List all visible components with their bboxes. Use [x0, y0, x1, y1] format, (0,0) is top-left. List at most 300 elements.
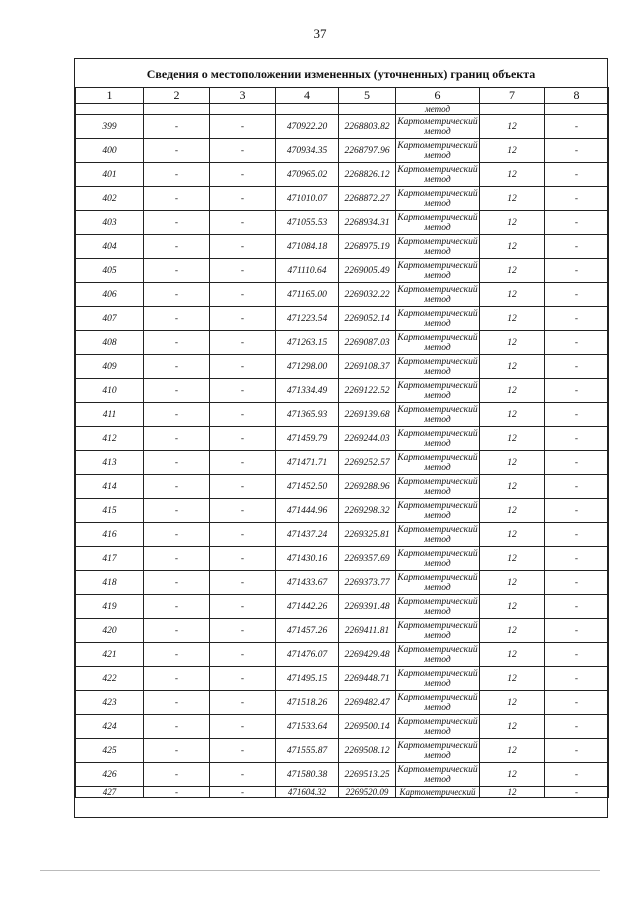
coord-x: 471110.64 [276, 259, 339, 283]
cell-col8: - [545, 331, 609, 355]
method-line2: метод [424, 486, 451, 497]
coord-x: 471223.54 [276, 307, 339, 331]
cell-col8: - [545, 691, 609, 715]
point-number: 404 [76, 235, 144, 259]
method-cell [396, 451, 480, 475]
coord-y: 2269448.71 [339, 667, 396, 691]
method-line1: Картометрический [397, 452, 478, 463]
table-row [76, 331, 609, 355]
method-line2: метод [424, 150, 451, 161]
coord-y: 2269513.25 [339, 763, 396, 787]
cell-col3: - [210, 475, 276, 499]
method-cell: Картометрический [396, 787, 480, 798]
cell-col8: - [545, 571, 609, 595]
method-cell [396, 379, 480, 403]
method-line1: Картометрический [397, 596, 478, 607]
table-row-last [76, 787, 609, 798]
accuracy-cell: 12 [480, 427, 545, 451]
accuracy-cell: 12 [480, 571, 545, 595]
point-number: 402 [76, 187, 144, 211]
method-line2: метод [424, 198, 451, 209]
accuracy-cell: 12 [480, 187, 545, 211]
method-line1: Картометрический [397, 236, 478, 247]
method-cell [396, 523, 480, 547]
coord-y: 2268826.12 [339, 163, 396, 187]
coord-y: 2269005.49 [339, 259, 396, 283]
cell-col8: - [545, 787, 609, 798]
method-line1: Картометрический [397, 476, 478, 487]
method-line1: Картометрический [397, 428, 478, 439]
cell-col2: - [144, 667, 210, 691]
method-cell [396, 547, 480, 571]
continuation-row [76, 104, 609, 115]
method-cell [396, 139, 480, 163]
cell-col3: - [210, 139, 276, 163]
method-line2: метод [424, 222, 451, 233]
coord-x: 471518.26 [276, 691, 339, 715]
accuracy-cell: 12 [480, 523, 545, 547]
point-number: 417 [76, 547, 144, 571]
table-body [76, 115, 609, 787]
method-line1: Картометрический [397, 500, 478, 511]
method-line1: Картометрический [397, 668, 478, 679]
cell-col2: - [144, 331, 210, 355]
point-number: 421 [76, 643, 144, 667]
method-line2: метод [424, 126, 451, 137]
method-line1: Картометрический [397, 620, 478, 631]
method-cell [396, 259, 480, 283]
table-row [76, 211, 609, 235]
table-row [76, 595, 609, 619]
accuracy-cell: 12 [480, 115, 545, 139]
method-line2: метод [424, 294, 451, 305]
method-line2: метод [424, 534, 451, 545]
header-row [76, 88, 609, 104]
coord-x: 471084.18 [276, 235, 339, 259]
method-line2: метод [424, 318, 451, 329]
method-cell [396, 403, 480, 427]
method-line2: метод [424, 774, 451, 785]
method-line2: метод [424, 462, 451, 473]
cell-col8: - [545, 283, 609, 307]
method-line1: Картометрический [397, 332, 478, 343]
point-number: 403 [76, 211, 144, 235]
coord-y: 2269244.03 [339, 427, 396, 451]
method-cell [396, 691, 480, 715]
method-line1: Картометрический [397, 380, 478, 391]
header-cell: 4 [276, 88, 339, 104]
cell-col3: - [210, 163, 276, 187]
coord-y: 2268975.19 [339, 235, 396, 259]
point-number: 425 [76, 739, 144, 763]
cell-col8: - [545, 715, 609, 739]
accuracy-cell: 12 [480, 139, 545, 163]
method-line2: метод [424, 654, 451, 665]
coord-x: 471457.26 [276, 619, 339, 643]
method-line2: метод [424, 702, 451, 713]
method-line2: метод [424, 174, 451, 185]
cell-col2: - [144, 763, 210, 787]
coord-y: 2269052.14 [339, 307, 396, 331]
coord-y: 2269288.96 [339, 475, 396, 499]
coord-x: 471459.79 [276, 427, 339, 451]
method-line1: Картометрический [397, 212, 478, 223]
method-cell [396, 643, 480, 667]
accuracy-cell: 12 [480, 379, 545, 403]
cell-col8: - [545, 667, 609, 691]
accuracy-cell: 12 [480, 451, 545, 475]
coord-y: 2268803.82 [339, 115, 396, 139]
coord-x: 471263.15 [276, 331, 339, 355]
cell-col8: - [545, 259, 609, 283]
method-line1: Картометрический [397, 404, 478, 415]
coord-y: 2269411.81 [339, 619, 396, 643]
method-cell [396, 211, 480, 235]
cell-col3: - [210, 115, 276, 139]
cell-col2: - [144, 571, 210, 595]
accuracy-cell: 12 [480, 163, 545, 187]
method-cell [396, 115, 480, 139]
cell-col8: - [545, 307, 609, 331]
cell-col2: - [144, 499, 210, 523]
method-line1: Картометрический [397, 740, 478, 751]
accuracy-cell: 12 [480, 259, 545, 283]
table-row [76, 667, 609, 691]
cell-col3: - [210, 787, 276, 798]
method-line1: Картометрический [397, 356, 478, 367]
table-row [76, 451, 609, 475]
coord-x: 471495.15 [276, 667, 339, 691]
cell-col3: - [210, 763, 276, 787]
cell-col8: - [545, 499, 609, 523]
cell-col8: - [545, 619, 609, 643]
cell-col2: - [144, 475, 210, 499]
accuracy-cell: 12 [480, 667, 545, 691]
table-row [76, 379, 609, 403]
method-line2: метод [424, 270, 451, 281]
cell-col8: - [545, 355, 609, 379]
cell-col2: - [144, 355, 210, 379]
accuracy-cell: 12 [480, 643, 545, 667]
method-cell [396, 667, 480, 691]
method-line1: Картометрический [397, 524, 478, 535]
accuracy-cell: 12 [480, 307, 545, 331]
coord-y: 2269252.57 [339, 451, 396, 475]
point-number: 418 [76, 571, 144, 595]
coord-x: 470922.20 [276, 115, 339, 139]
header-cell: 3 [210, 88, 276, 104]
cell-col8: - [545, 235, 609, 259]
cell-col8: - [545, 427, 609, 451]
coord-x: 471471.71 [276, 451, 339, 475]
cell-col3: - [210, 715, 276, 739]
coord-y: 2268934.31 [339, 211, 396, 235]
method-line1: Картометрический [397, 764, 478, 775]
cell-col3: - [210, 643, 276, 667]
continuation-method: метод [396, 104, 480, 115]
coord-y: 2269122.52 [339, 379, 396, 403]
table-row [76, 715, 609, 739]
cell-col8: - [545, 163, 609, 187]
point-number: 414 [76, 475, 144, 499]
cell-col3: - [210, 187, 276, 211]
coord-x: 471580.38 [276, 763, 339, 787]
point-number: 423 [76, 691, 144, 715]
method-line2: метод [424, 678, 451, 689]
cell-col2: - [144, 163, 210, 187]
method-line1: Картометрический [397, 116, 478, 127]
cell-col3: - [210, 379, 276, 403]
cell-col8: - [545, 115, 609, 139]
cell-col2: - [144, 643, 210, 667]
method-cell [396, 427, 480, 451]
coord-x: 471476.07 [276, 643, 339, 667]
section-title: Сведения о местоположении измененных (уточненных) границ объекта [146, 67, 536, 81]
accuracy-cell: 12 [480, 619, 545, 643]
cell-col3: - [210, 523, 276, 547]
cell-col8: - [545, 403, 609, 427]
cell-col3: - [210, 595, 276, 619]
coord-x: 471555.87 [276, 739, 339, 763]
coord-y: 2269520.09 [339, 787, 396, 798]
cell-col2: - [144, 547, 210, 571]
header-cell: 2 [144, 88, 210, 104]
point-number: 416 [76, 523, 144, 547]
accuracy-cell: 12 [480, 499, 545, 523]
cell-col3: - [210, 667, 276, 691]
coord-y: 2269108.37 [339, 355, 396, 379]
table-row [76, 283, 609, 307]
method-line2: метод [424, 750, 451, 761]
method-cell [396, 763, 480, 787]
coord-x: 471365.93 [276, 403, 339, 427]
method-line2: метод [424, 342, 451, 353]
cell-col3: - [210, 571, 276, 595]
method-line1: Картометрический [397, 188, 478, 199]
cell-col2: - [144, 259, 210, 283]
method-line1: Картометрический [397, 572, 478, 583]
cell-col8: - [545, 379, 609, 403]
cell-col2: - [144, 619, 210, 643]
table-row [76, 643, 609, 667]
coord-y: 2268797.96 [339, 139, 396, 163]
coord-x: 471165.00 [276, 283, 339, 307]
accuracy-cell: 12 [480, 283, 545, 307]
cell-col8: - [545, 211, 609, 235]
point-number: 419 [76, 595, 144, 619]
cell-col3: - [210, 307, 276, 331]
method-line1: Картометрический [397, 308, 478, 319]
point-number: 413 [76, 451, 144, 475]
point-number: 410 [76, 379, 144, 403]
cell-col2: - [144, 187, 210, 211]
method-line2: метод [424, 246, 451, 257]
point-number: 427 [76, 787, 144, 798]
coord-x: 471298.00 [276, 355, 339, 379]
method-cell [396, 187, 480, 211]
table-row [76, 355, 609, 379]
method-line2: метод [424, 390, 451, 401]
table-row [76, 235, 609, 259]
cell-col8: - [545, 643, 609, 667]
table-row [76, 259, 609, 283]
cell-col2: - [144, 715, 210, 739]
cell-col8: - [545, 547, 609, 571]
coord-y: 2269373.77 [339, 571, 396, 595]
method-line2: метод [424, 582, 451, 593]
cell-col8: - [545, 763, 609, 787]
cell-col2: - [144, 211, 210, 235]
point-number: 411 [76, 403, 144, 427]
method-cell [396, 715, 480, 739]
method-line1: Картометрический [397, 716, 478, 727]
header-cell: 1 [76, 88, 144, 104]
cell-col3: - [210, 427, 276, 451]
coord-y: 2269032.22 [339, 283, 396, 307]
point-number: 407 [76, 307, 144, 331]
method-line2: метод [424, 606, 451, 617]
accuracy-cell: 12 [480, 763, 545, 787]
point-number: 408 [76, 331, 144, 355]
cell-col3: - [210, 403, 276, 427]
point-number: 426 [76, 763, 144, 787]
method-cell [396, 331, 480, 355]
method-line2: метод [424, 366, 451, 377]
cell-col3: - [210, 451, 276, 475]
table-row [76, 547, 609, 571]
method-cell [396, 499, 480, 523]
cell-col2: - [144, 691, 210, 715]
coord-x: 471430.16 [276, 547, 339, 571]
accuracy-cell: 12 [480, 691, 545, 715]
coordinates-table [75, 87, 609, 798]
point-number: 405 [76, 259, 144, 283]
cell-col8: - [545, 595, 609, 619]
cell-col8: - [545, 475, 609, 499]
table-row [76, 691, 609, 715]
table-row [76, 307, 609, 331]
method-cell [396, 283, 480, 307]
cell-col3: - [210, 259, 276, 283]
accuracy-cell: 12 [480, 475, 545, 499]
method-line1: Картометрический [397, 140, 478, 151]
method-cell [396, 571, 480, 595]
table-row [76, 739, 609, 763]
table-row [76, 499, 609, 523]
accuracy-cell: 12 [480, 547, 545, 571]
method-cell [396, 235, 480, 259]
accuracy-cell: 12 [480, 331, 545, 355]
coord-y: 2269482.47 [339, 691, 396, 715]
cell-col3: - [210, 499, 276, 523]
table-row [76, 763, 609, 787]
accuracy-cell: 12 [480, 235, 545, 259]
page-number: 37 [313, 26, 327, 41]
method-line2: метод [424, 630, 451, 641]
cell-col8: - [545, 739, 609, 763]
cell-col2: - [144, 379, 210, 403]
cell-col3: - [210, 331, 276, 355]
accuracy-cell: 12 [480, 739, 545, 763]
table-row [76, 619, 609, 643]
cell-col2: - [144, 139, 210, 163]
cell-col2: - [144, 403, 210, 427]
method-line1: Картометрический [397, 548, 478, 559]
cell-col2: - [144, 307, 210, 331]
point-number: 422 [76, 667, 144, 691]
cell-col3: - [210, 691, 276, 715]
cell-col3: - [210, 355, 276, 379]
cell-col2: - [144, 115, 210, 139]
cell-col2: - [144, 283, 210, 307]
coord-x: 471444.96 [276, 499, 339, 523]
cell-col2: - [144, 595, 210, 619]
cell-col8: - [545, 451, 609, 475]
accuracy-cell: 12 [480, 595, 545, 619]
method-line1: Картометрический [397, 284, 478, 295]
method-cell [396, 163, 480, 187]
method-cell [396, 355, 480, 379]
cell-col2: - [144, 427, 210, 451]
cell-col3: - [210, 739, 276, 763]
table-row [76, 571, 609, 595]
method-line2: метод [424, 438, 451, 449]
table-row [76, 139, 609, 163]
point-number: 409 [76, 355, 144, 379]
coord-y: 2269391.48 [339, 595, 396, 619]
point-number: 406 [76, 283, 144, 307]
cell-col3: - [210, 211, 276, 235]
method-cell [396, 595, 480, 619]
method-line2: метод [424, 414, 451, 425]
accuracy-cell: 12 [480, 787, 545, 798]
coord-x: 471437.24 [276, 523, 339, 547]
table-row [76, 187, 609, 211]
method-line1: Картометрический [397, 692, 478, 703]
cell-col2: - [144, 739, 210, 763]
coord-x: 470934.35 [276, 139, 339, 163]
cell-col2: - [144, 523, 210, 547]
coord-y: 2268872.27 [339, 187, 396, 211]
cell-col3: - [210, 235, 276, 259]
header-cell: 7 [480, 88, 545, 104]
coord-x: 471055.53 [276, 211, 339, 235]
cell-col2: - [144, 787, 210, 798]
coord-y: 2269508.12 [339, 739, 396, 763]
coord-y: 2269087.03 [339, 331, 396, 355]
method-line2: метод [424, 558, 451, 569]
cell-col2: - [144, 235, 210, 259]
coord-y: 2269298.32 [339, 499, 396, 523]
coord-x: 471452.50 [276, 475, 339, 499]
accuracy-cell: 12 [480, 211, 545, 235]
method-line1: Картометрический [397, 644, 478, 655]
method-cell [396, 619, 480, 643]
cell-col3: - [210, 283, 276, 307]
point-number: 415 [76, 499, 144, 523]
cell-col2: - [144, 451, 210, 475]
table-row [76, 523, 609, 547]
table-row [76, 163, 609, 187]
cell-col3: - [210, 619, 276, 643]
coord-x: 471604.32 [276, 787, 339, 798]
cell-col8: - [545, 139, 609, 163]
coord-x: 471442.26 [276, 595, 339, 619]
header-cell: 5 [339, 88, 396, 104]
accuracy-cell: 12 [480, 403, 545, 427]
coord-y: 2269429.48 [339, 643, 396, 667]
coord-x: 470965.02 [276, 163, 339, 187]
